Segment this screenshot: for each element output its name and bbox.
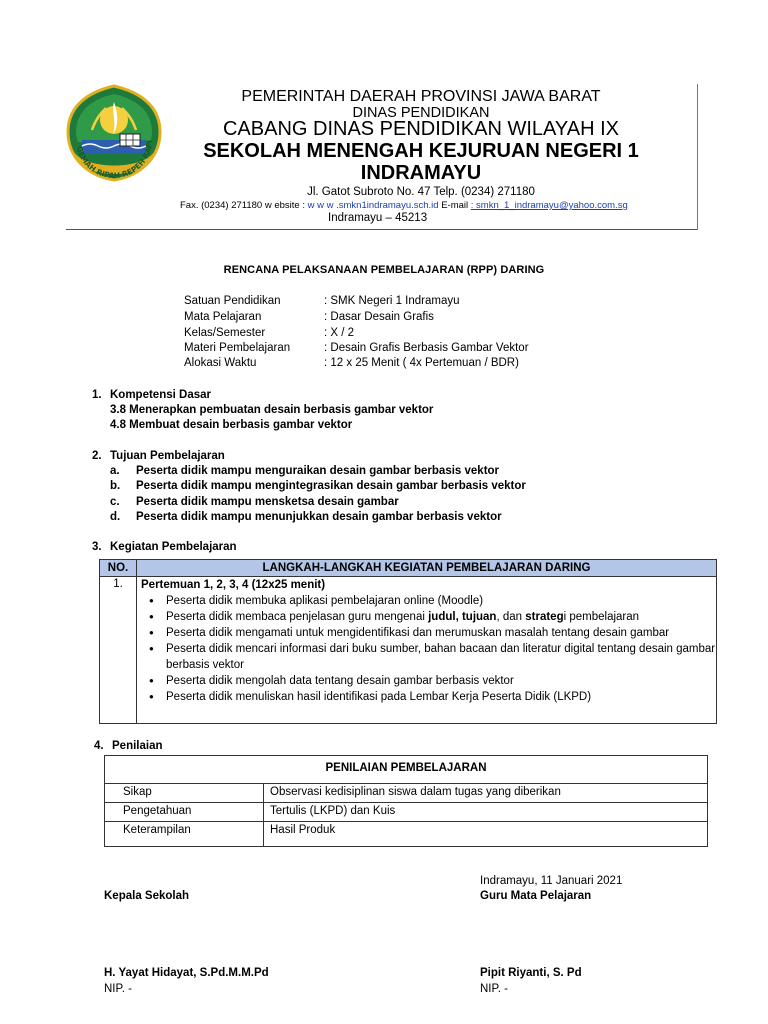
- header-branch: CABANG DINAS PENDIDIKAN WILAYAH IX: [222, 118, 619, 140]
- header-address: Jl. Gatot Subroto No. 47 Telp. (0234) 271180: [307, 186, 535, 198]
- column-header-langkah: LANGKAH-LANGKAH KEGIATAN PEMBELAJARAN DARING: [137, 560, 717, 577]
- pertemuan-title: Pertemuan 1, 2, 3, 4 (12x25 menit): [141, 579, 326, 591]
- info-row: [184, 310, 434, 324]
- info-value: : SMK Negeri 1 Indramayu: [324, 295, 460, 307]
- teacher-title: Guru Mata Pelajaran: [480, 890, 592, 902]
- teknik-cell: Tertulis (LKPD) dan Kuis: [264, 803, 708, 822]
- item-letter: d.: [110, 511, 121, 523]
- section-title: Kompetensi Dasar: [110, 389, 211, 401]
- teacher-name: Pipit Riyanti, S. Pd: [480, 967, 582, 979]
- tujuan-item: [110, 495, 399, 509]
- penilaian-row: [105, 803, 708, 822]
- info-label: Satuan Pendidikan: [184, 295, 281, 307]
- section-tujuan-heading: [92, 449, 225, 463]
- info-value: : Desain Grafis Berbasis Gambar Vektor: [324, 342, 529, 354]
- info-label: Materi Pembelajaran: [184, 342, 291, 354]
- header-government: PEMERINTAH DAERAH PROVINSI JAWA BARAT: [241, 88, 601, 105]
- tujuan-item: [110, 510, 502, 524]
- email-label: E-mail: [438, 200, 471, 211]
- section-kompetensi-heading: [92, 388, 211, 402]
- kegiatan-row: [100, 577, 717, 724]
- section-title: Penilaian: [112, 740, 163, 752]
- section-number: 4.: [94, 740, 104, 752]
- principal-name: H. Yayat Hidayat, S.Pd.M.M.Pd: [104, 967, 269, 979]
- header-agency: DINAS PENDIDIKAN: [352, 105, 490, 121]
- penilaian-table-title-row: [105, 756, 708, 784]
- kompetensi-item: 3.8 Menerapkan pembuatan desain berbasis gambar vektor: [110, 404, 434, 416]
- column-header-no: NO.: [100, 560, 137, 577]
- row-number: 1.: [100, 577, 137, 724]
- tujuan-item: [110, 479, 526, 493]
- info-label: Kelas/Semester: [184, 327, 266, 339]
- item-text: Peserta didik mampu menunjukkan desain gambar berbasis vektor: [136, 511, 502, 523]
- section-number: 2.: [92, 450, 102, 462]
- aspek-cell: Sikap: [105, 784, 264, 803]
- activity-item: ● Peserta didik membuka aplikasi pembelajaran online (Moodle): [149, 593, 716, 609]
- header-postal: Indramayu – 45213: [328, 212, 428, 224]
- kegiatan-table-header: [100, 560, 717, 577]
- activity-item: ● Peserta didik mencari informasi dari buku sumber, bahan bacaan dan literatur digital tentang desain gambar berbasis vektor: [149, 641, 716, 673]
- section-title: Tujuan Pembelajaran: [110, 450, 225, 462]
- kegiatan-table: [99, 559, 717, 724]
- header-side-rule: [697, 84, 698, 230]
- info-row: [184, 326, 354, 340]
- header-school: SEKOLAH MENENGAH KEJURUAN NEGERI 1: [203, 140, 639, 162]
- aspek-cell: Pengetahuan: [105, 803, 264, 822]
- section-kegiatan-heading: [92, 540, 237, 554]
- section-penilaian-heading: [94, 739, 163, 753]
- info-row: [184, 294, 460, 308]
- activity-item: ● Peserta didik menuliskan hasil identifikasi pada Lembar Kerja Peserta Didik (LKPD): [149, 689, 716, 705]
- item-text: Peserta didik mampu mensketsa desain gambar: [136, 496, 399, 508]
- tujuan-item: [110, 464, 499, 478]
- activity-item: ● Peserta didik mengamati untuk mengidentifikasi dan merumuskan masalah tentang desain gambar: [149, 625, 716, 641]
- kegiatan-content: [137, 577, 717, 724]
- principal-title: Kepala Sekolah: [104, 890, 190, 902]
- penilaian-row: [105, 822, 708, 847]
- activity-keyword: strateg: [525, 611, 564, 623]
- kompetensi-item: 4.8 Membuat desain berbasis gambar vektor: [110, 419, 353, 431]
- info-row: [184, 341, 529, 355]
- document-title: RENCANA PELAKSANAAN PEMBELAJARAN (RPP) DARING: [223, 264, 545, 276]
- teknik-cell: Hasil Produk: [264, 822, 708, 847]
- penilaian-table: [104, 755, 708, 847]
- activity-item: ● Peserta didik mengolah data tentang desain gambar berbasis vektor: [149, 673, 716, 689]
- email-link[interactable]: : smkn_1_indramayu@yahoo.com.sg: [470, 200, 628, 211]
- info-row: [184, 356, 519, 370]
- activity-text: , dan: [496, 611, 526, 623]
- activity-text: i pembelajaran: [563, 611, 640, 623]
- teacher-nip: NIP. -: [480, 983, 508, 995]
- fax-text: Fax. (0234) 271180 w ebsite :: [180, 200, 308, 211]
- info-label: Alokasi Waktu: [184, 357, 257, 369]
- website-link[interactable]: w w w .smkn1indramayu.sch.id: [307, 200, 439, 211]
- header-divider: [66, 229, 698, 230]
- activity-item: [149, 609, 716, 625]
- header-contact: [180, 200, 628, 211]
- section-number: 1.: [92, 389, 102, 401]
- activity-list: [141, 593, 716, 715]
- svg-text:GEMAH RIPAH REPEH RAPIH: GEMAH RIPAH REPEH RAPI: [74, 139, 155, 181]
- penilaian-row: [105, 784, 708, 803]
- activity-keyword: judul, tujuan: [428, 611, 497, 623]
- provincial-logo: [62, 82, 166, 182]
- header-city: INDRAMAYU: [360, 162, 482, 184]
- info-value: : Dasar Desain Grafis: [324, 311, 434, 323]
- item-letter: a.: [110, 465, 120, 477]
- aspek-cell: Keterampilan: [105, 822, 264, 847]
- item-letter: c.: [110, 496, 120, 508]
- teknik-cell: Observasi kedisiplinan siswa dalam tugas yang diberikan: [264, 784, 708, 803]
- penilaian-table-title: PENILAIAN PEMBELAJARAN: [105, 756, 708, 784]
- section-title: Kegiatan Pembelajaran: [110, 541, 237, 553]
- info-value: : X / 2: [324, 327, 355, 339]
- signature-date: Indramayu, 11 Januari 2021: [480, 875, 623, 887]
- principal-nip: NIP. -: [104, 983, 132, 995]
- section-number: 3.: [92, 541, 102, 553]
- info-value: : 12 x 25 Menit ( 4x Pertemuan / BDR): [324, 357, 519, 369]
- info-label: Mata Pelajaran: [184, 311, 262, 323]
- item-text: Peserta didik mampu mengintegrasikan desain gambar berbasis vektor: [136, 480, 526, 492]
- item-text: Peserta didik mampu menguraikan desain gambar berbasis vektor: [136, 465, 500, 477]
- activity-text: Peserta didik membaca penjelasan guru mengenai: [166, 611, 429, 623]
- item-letter: b.: [110, 480, 121, 492]
